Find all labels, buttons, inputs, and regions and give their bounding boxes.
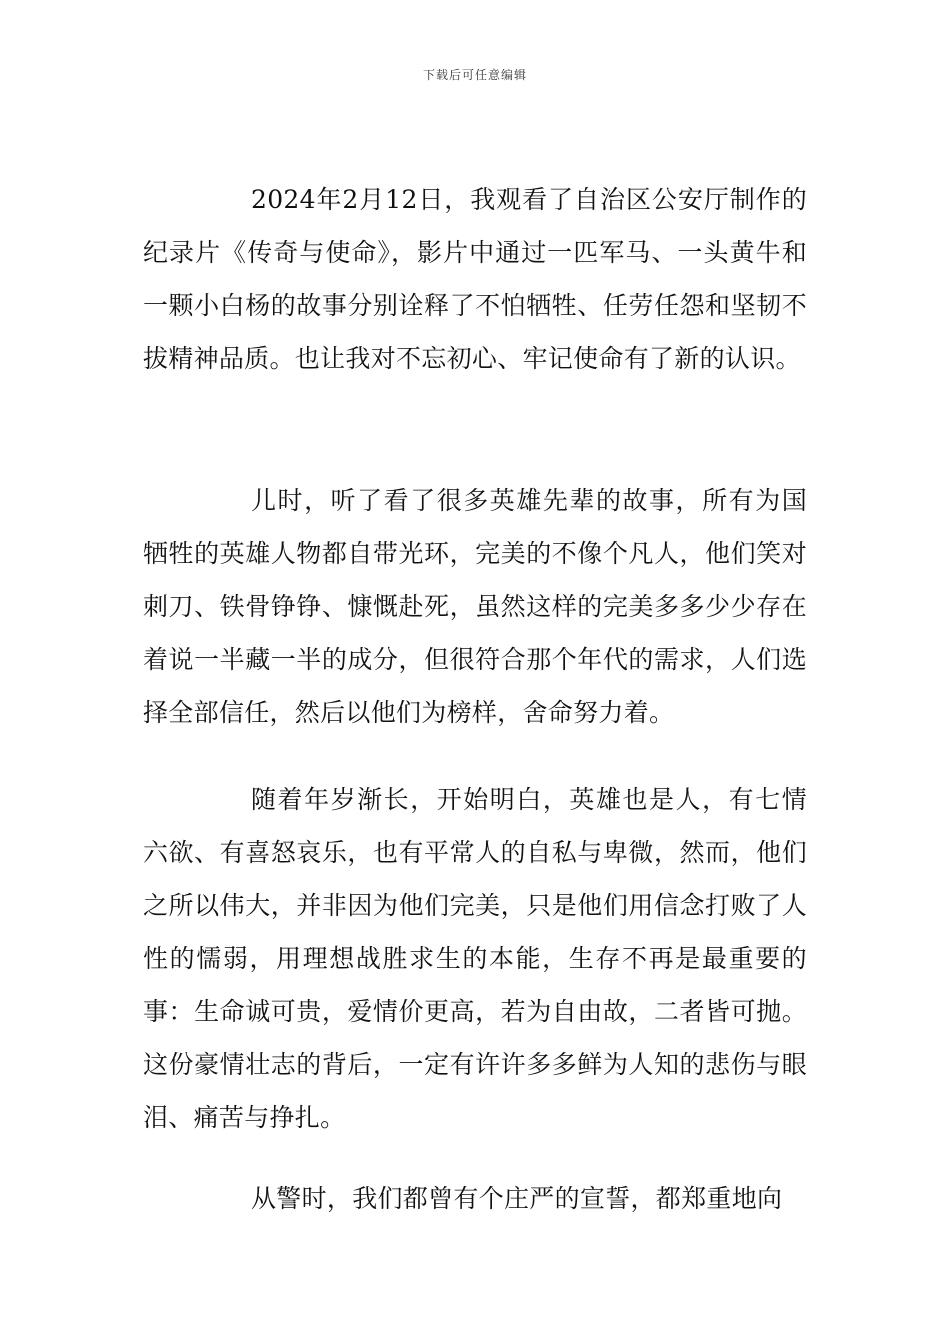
paragraph-1: 2024年2月12日，我观看了自治区公安厅制作的纪录片《传奇与使命》，影片中通过一匹军马、一头黄牛和一颗小白杨的故事分别诠释了不怕牺牲、任劳任怨和坚韧不拔精神品质。也让我对不忘初心、牢记使命有了新的认识。 <box>143 185 807 373</box>
paragraph-4: 从警时，我们都曾有个庄严的宣誓，都郑重地向 <box>251 1184 783 1213</box>
paragraph-2: 儿时，听了看了很多英雄先辈的故事，所有为国牺牲的英雄人物都自带光环，完美的不像个凡人，他们笑对刺刀、铁骨铮铮、慷慨赴死，虽然这样的完美多多少少存在着说一半藏一半的成分，但很符合那个年代的需求，人们选择全部信任，然后以他们为榜样，舍命努力着。 <box>143 486 807 727</box>
page-header: 下载后可任意编辑 <box>422 68 527 82</box>
paragraph-3: 随着年岁渐长，开始明白，英雄也是人，有七情六欲、有喜怒哀乐，也有平常人的自私与卑微，然而，他们之所以伟大，并非因为他们完美，只是他们用信念打败了人性的懦弱，用理想战胜求生的本能，生存不再是最重要的事：生命诚可贵，爱情价更高，若为自由故，二者皆可抛。这份豪情壮志的背后，一定有许许多多鲜为人知的悲伤与眼泪、痛苦与挣扎。 <box>143 785 807 1132</box>
